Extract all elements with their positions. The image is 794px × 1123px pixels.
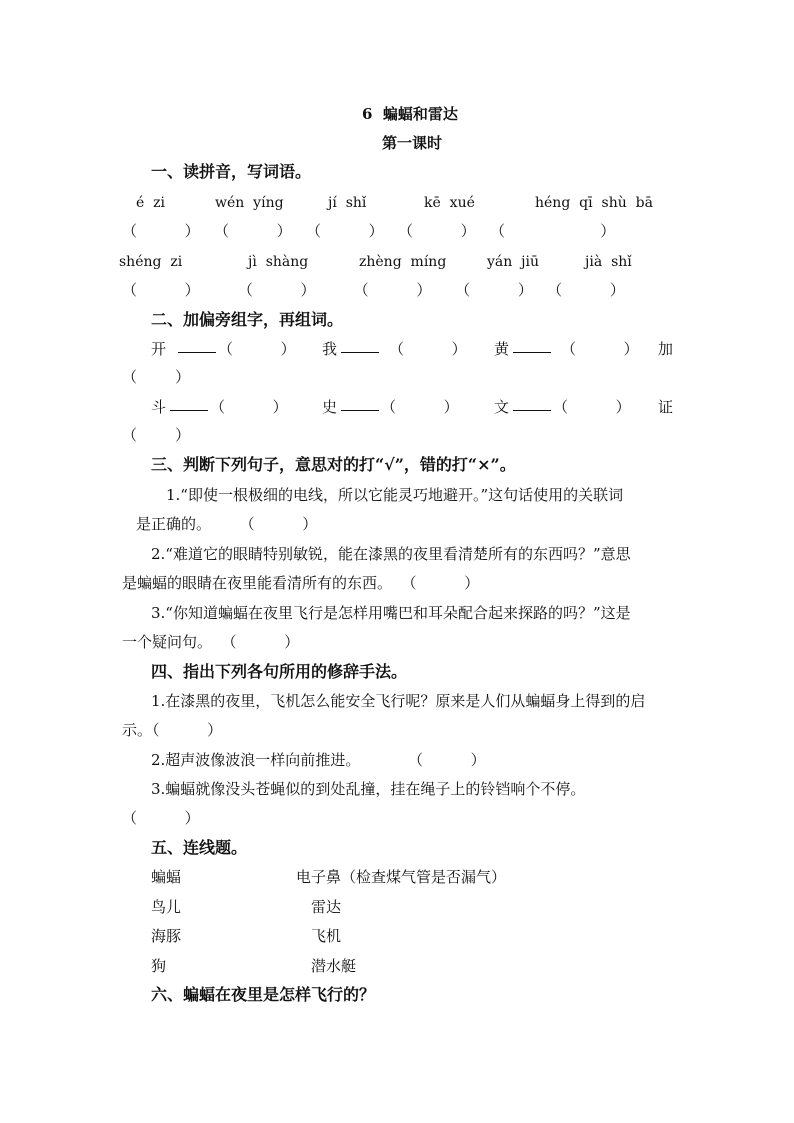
blank-line bbox=[513, 396, 551, 411]
word-paren: （ ） bbox=[389, 340, 467, 358]
radical-char: 我 bbox=[322, 340, 338, 358]
word-paren: （ ） bbox=[561, 340, 639, 358]
rhetoric-q3: 3.蝙蝠就像没头苍蝇似的到处乱撞，挂在绳子上的铃铛响个不停。 bbox=[151, 780, 586, 798]
lesson-title: 6 蝙蝠和雷达 bbox=[362, 105, 458, 123]
pinyin-3: jí shǐ bbox=[328, 195, 367, 211]
pinyin-5: héng qī shù bā bbox=[535, 195, 653, 211]
match-right-item: 雷达 bbox=[311, 898, 342, 916]
word-paren: （ ） bbox=[381, 398, 459, 416]
match-right-item: 潜水艇 bbox=[311, 957, 357, 975]
radical-char: 史 bbox=[322, 398, 338, 416]
word-paren: （ ） bbox=[218, 340, 296, 358]
pinyin-8: zhèng míng bbox=[359, 254, 447, 270]
blank-line bbox=[513, 338, 551, 353]
judgement-q3: 3.“你知道蝙蝠在夜里飞行是怎样用嘴巴和耳朵配合起来探路的吗？”这是 bbox=[151, 604, 631, 622]
radical-char: 证 bbox=[658, 398, 674, 416]
section1-heading: 一、读拼音，写词语。 bbox=[151, 162, 312, 181]
pinyin-6: shéng zi bbox=[119, 254, 183, 270]
judgement-q2: 2.“难道它的眼睛特别敏锐，能在漆黑的夜里看清楚所有的东西吗？”意思 bbox=[151, 545, 631, 563]
radical-char: 文 bbox=[494, 398, 510, 416]
section3-heading: 三、判断下列句子，意思对的打“√”，错的打“×”。 bbox=[151, 455, 516, 474]
match-right-item: 电子鼻（检查煤气管是否漏气） bbox=[296, 868, 507, 886]
lesson-subtitle: 第一课时 bbox=[382, 134, 443, 152]
section4-heading: 四、指出下列各句所用的修辞手法。 bbox=[151, 662, 408, 681]
judgement-q3-cont: 一个疑问句。 （ ） bbox=[122, 633, 300, 651]
radical-char: 斗 bbox=[151, 398, 167, 416]
pinyin-10: jià shǐ bbox=[585, 254, 632, 270]
rhetoric-q2: 2.超声波像波浪一样向前推进。 （ ） bbox=[151, 751, 486, 769]
judgement-q1: 1.“即使一根极细的电线，所以它能灵巧地避开。”这句话使用的关联词 bbox=[166, 486, 624, 504]
radical-char: 黄 bbox=[494, 340, 510, 358]
rhetoric-q1: 1.在漆黑的夜里，飞机怎么能安全飞行呢？原来是人们从蝙蝠身上得到的启 bbox=[151, 692, 646, 710]
match-left-item: 鸟儿 bbox=[151, 898, 182, 916]
answer-blanks-row2: （ ） （ ） （ ） （ ） （ ） bbox=[122, 281, 625, 299]
blank-line bbox=[341, 338, 379, 353]
match-left-item: 海豚 bbox=[151, 927, 182, 945]
answer-blanks-row1: （ ） （ ） （ ） （ ） （ ） bbox=[122, 222, 616, 240]
judgement-q1-cont: 是正确的。 （ ） bbox=[136, 515, 318, 533]
word-paren: （ ） bbox=[210, 398, 288, 416]
match-left-item: 狗 bbox=[151, 957, 167, 975]
rhetoric-q1-cont: 示。（ ） bbox=[122, 721, 223, 739]
section5-heading: 五、连线题。 bbox=[151, 838, 248, 857]
pinyin-4: kē xué bbox=[424, 195, 475, 211]
match-left-item: 蝙蝠 bbox=[151, 868, 182, 886]
word-paren: （ ） bbox=[122, 368, 191, 386]
blank-line bbox=[170, 396, 208, 411]
judgement-q2-cont: 是蝙蝠的眼睛在夜里能看清所有的东西。 （ ） bbox=[122, 574, 480, 592]
pinyin-7: jì shàng bbox=[248, 254, 309, 270]
section6-heading: 六、蝙蝠在夜里是怎样飞行的？ bbox=[151, 985, 376, 1004]
word-paren: （ ） bbox=[122, 426, 191, 444]
pinyin-2: wén yíng bbox=[215, 195, 284, 211]
pinyin-9: yán jiū bbox=[487, 254, 540, 270]
pinyin-1: é zi bbox=[136, 195, 166, 211]
blank-line bbox=[341, 396, 379, 411]
rhetoric-q3-cont: （ ） bbox=[122, 809, 200, 827]
radical-char: 开 bbox=[151, 340, 167, 358]
blank-line bbox=[178, 338, 216, 353]
radical-char: 加 bbox=[658, 340, 674, 358]
match-right-item: 飞机 bbox=[311, 927, 342, 945]
section2-heading: 二、加偏旁组字，再组词。 bbox=[151, 310, 344, 329]
word-paren: （ ） bbox=[553, 398, 631, 416]
